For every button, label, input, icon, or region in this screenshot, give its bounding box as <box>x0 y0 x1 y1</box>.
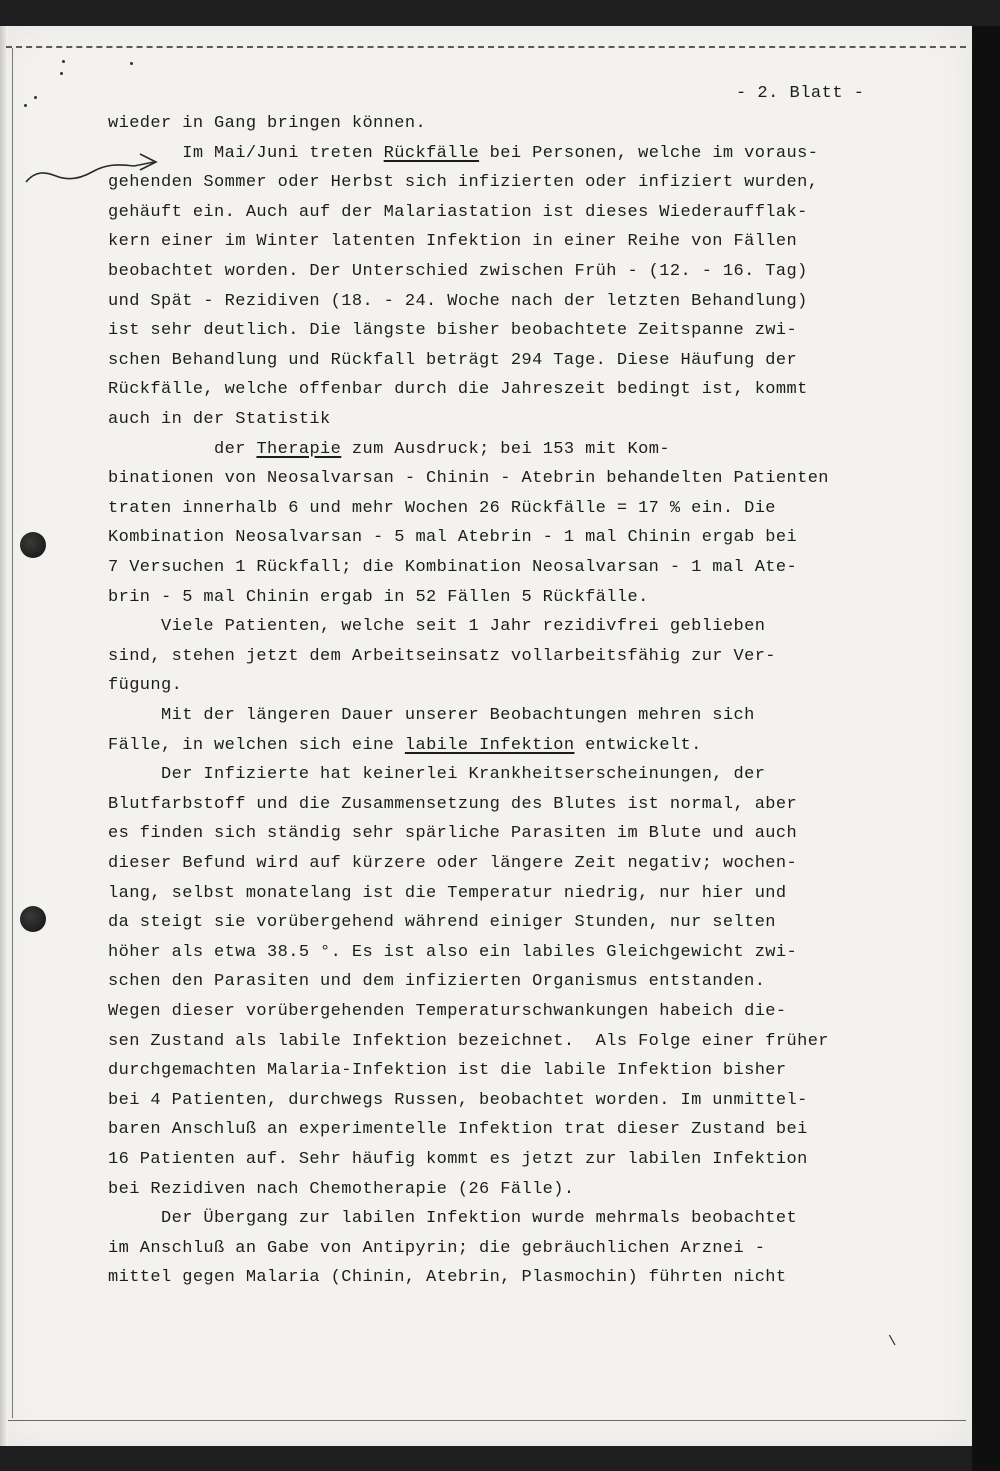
text-line <box>108 972 765 991</box>
text-segment: es finden sich ständig sehr spärliche Parasiten im Blute und auch <box>108 824 798 844</box>
text-segment: sind, stehen jetzt dem Arbeitseinsatz vollarbeitsfähig zur Ver- <box>108 646 776 666</box>
text-segment: höher als etwa 38.5 °. Es ist also ein labiles Gleichgewicht zwi- <box>108 942 798 962</box>
text-segment: Im Mai/Juni treten <box>108 143 384 163</box>
text-segment: da steigt sie vorübergehend während einiger Stunden, nur selten <box>108 913 776 933</box>
underlined-term: Therapie <box>256 439 342 459</box>
text-line <box>108 884 787 903</box>
paper-left-edge <box>0 26 8 1446</box>
text-line <box>108 736 702 755</box>
text-segment: lang, selbst monatelang ist die Temperatur niedrig, nur hier und <box>108 883 787 903</box>
text-line <box>108 706 755 725</box>
text-segment: brin - 5 mal Chinin ergab in 52 Fällen 5 Rückfälle. <box>108 587 649 607</box>
text-line <box>108 795 797 814</box>
bottom-rule <box>8 1420 966 1421</box>
punch-hole <box>20 906 46 932</box>
speck <box>130 62 133 65</box>
text-segment: kern einer im Winter latenten Infektion in einer Reihe von Fällen <box>108 232 798 252</box>
text-line <box>108 943 797 962</box>
text-line <box>108 203 808 222</box>
text-line <box>108 647 776 666</box>
text-line <box>108 1061 787 1080</box>
underlined-term: Rückfälle <box>383 143 480 163</box>
text-segment: bei 4 Patienten, durchwegs Russen, beobachtet worden. Im unmittel- <box>108 1090 808 1110</box>
text-line <box>108 440 670 459</box>
text-line <box>108 232 797 251</box>
text-segment: dieser Befund wird auf kürzere oder längere Zeit negativ; wochen- <box>108 854 798 873</box>
text-line <box>108 854 797 873</box>
text-line <box>108 469 829 488</box>
text-segment: fügung. <box>108 676 183 696</box>
text-segment: 7 Versuchen 1 Rückfall; die Kombination Neosalvarsan - 1 mal Ate- <box>108 558 798 577</box>
speck <box>24 104 27 107</box>
scanner-border <box>972 26 1000 1471</box>
text-segment: Blutfarbstoff und die Zusammensetzung des Blutes ist normal, aber <box>108 794 798 814</box>
text-line <box>108 1120 808 1139</box>
text-line <box>108 588 649 607</box>
text-segment: beobachtet worden. Der Unterschied zwischen Früh - (12. - 16. Tag) <box>108 262 808 281</box>
mark: \ <box>888 1334 897 1350</box>
text-segment: im Anschluß an Gabe von Antipyrin; die gebräuchlichen Arznei - <box>108 1238 766 1258</box>
text-line <box>108 765 765 784</box>
text-segment: Kombination Neosalvarsan - 5 mal Atebrin - 1 mal Chinin ergab bei <box>108 528 798 548</box>
text-line <box>108 1032 829 1051</box>
speck <box>60 72 63 75</box>
text-line <box>108 321 797 340</box>
top-perforation-line <box>6 46 966 48</box>
text-line <box>108 262 808 281</box>
text-line <box>108 1150 808 1169</box>
text-line <box>108 499 776 518</box>
text-segment: gehenden Sommer oder Herbst sich infizierten oder infiziert wurden, <box>108 173 819 193</box>
text-line <box>108 1180 574 1199</box>
page-number: - 2. Blatt - <box>736 84 865 103</box>
text-segment: entwickelt. <box>574 735 702 755</box>
text-segment: binationen von Neosalvarsan - Chinin - Atebrin behandelten Patienten <box>108 469 829 489</box>
text-line <box>108 144 818 163</box>
text-line <box>108 1002 787 1021</box>
text-segment: der <box>108 439 257 459</box>
text-segment: durchgemachten Malaria-Infektion ist die labile Infektion bisher <box>108 1061 787 1081</box>
text-segment: schen den Parasiten und dem infizierten Organismus entstanden. <box>108 972 766 992</box>
text-segment: wieder in Gang bringen können. <box>108 114 427 133</box>
text-segment: Viele Patienten, welche seit 1 Jahr rezidivfrei geblieben <box>108 617 766 637</box>
underlined-term: labile Infektion <box>404 735 575 755</box>
text-line <box>108 1268 787 1287</box>
text-line <box>108 1091 808 1110</box>
text-line <box>108 410 331 429</box>
text-segment: Der Infizierte hat keinerlei Krankheitserscheinungen, der <box>108 765 766 785</box>
text-line <box>108 351 797 370</box>
text-segment: ist sehr deutlich. Die längste bisher beobachtete Zeitspanne zwi- <box>108 321 798 341</box>
text-segment: schen Behandlung und Rückfall beträgt 294 Tage. Diese Häufung der <box>108 350 798 370</box>
text-line <box>108 173 818 192</box>
text-line <box>108 380 808 399</box>
text-segment: 16 Patienten auf. Sehr häufig kommt es jetzt zur labilen Infektion <box>108 1150 808 1169</box>
text-line <box>108 1209 797 1228</box>
text-line <box>108 824 797 843</box>
text-segment: gehäuft ein. Auch auf der Malariastation ist dieses Wiederaufflak- <box>108 202 808 222</box>
text-segment: zum Ausdruck; bei 153 mit Kom- <box>341 439 670 459</box>
text-line <box>108 617 765 636</box>
text-segment: sen Zustand als labile Infektion bezeichnet. Als Folge einer früher <box>108 1031 829 1051</box>
text-segment: bei Personen, welche im voraus- <box>479 143 819 163</box>
text-line <box>108 528 797 547</box>
text-segment: traten innerhalb 6 und mehr Wochen 26 Rückfälle = 17 % ein. Die <box>108 498 776 518</box>
text-segment: mittel gegen Malaria (Chinin, Atebrin, Plasmochin) führten nicht <box>108 1268 787 1288</box>
text-line <box>108 114 426 133</box>
text-segment: Der Übergang zur labilen Infektion wurde mehrmals beobachtet <box>108 1209 798 1229</box>
text-line <box>108 558 797 577</box>
text-line <box>108 676 182 695</box>
text-line <box>108 913 776 932</box>
punch-hole <box>20 532 46 558</box>
text-segment: baren Anschluß an experimentelle Infektion trat dieser Zustand bei <box>108 1120 808 1140</box>
text-segment: Fälle, in welchen sich eine <box>108 735 405 755</box>
speck <box>62 60 65 63</box>
text-line <box>108 1239 765 1258</box>
text-segment: und Spät - Rezidiven (18. - 24. Woche nach der letzten Behandlung) <box>108 291 808 311</box>
text-segment: Mit der längeren Dauer unserer Beobachtungen mehren sich <box>108 706 755 725</box>
text-segment: Wegen dieser vorübergehenden Temperaturschwankungen habeich die- <box>108 1002 787 1021</box>
text-segment: auch in der Statistik <box>108 410 331 429</box>
speck <box>34 96 37 99</box>
text-segment: Rückfälle, welche offenbar durch die Jahreszeit bedingt ist, kommt <box>108 380 808 400</box>
text-line <box>108 292 808 311</box>
text-segment: bei Rezidiven nach Chemotherapie (26 Fälle). <box>108 1179 575 1199</box>
left-margin-line <box>12 48 13 1418</box>
